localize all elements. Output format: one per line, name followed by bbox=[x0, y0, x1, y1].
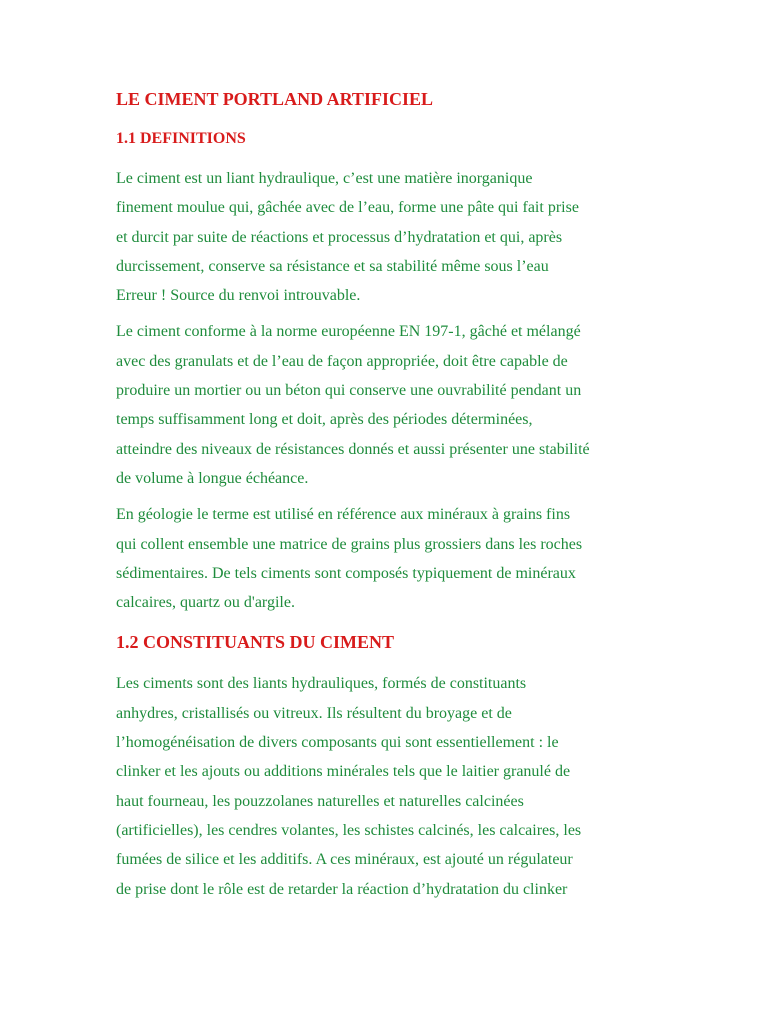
paragraph-constituants: Les ciments sont des liants hydrauliques, formés de constituants anhydres, cristallisés ou vitreux. Ils résultent du broyage et de l’homogénéisation de divers composants qui sont essentiellement : le clinker et les ajouts ou additions minérales tels que le laitier granulé de haut fourneau, les pouzzolanes naturelles et naturelles calcinées (artificielles), les cendres volantes, les schistes calcinés, les calcaires, les fumées de silice et les additifs. A ces minéraux, est ajouté un régulateur de prise dont le rôle est de retarder la réaction d’hydratation du clinker bbox=[116, 675, 582, 898]
section-heading-constituants: 1.2 CONSTITUANTS DU CIMENT bbox=[116, 632, 395, 653]
paragraph-definition-liant: Le ciment est un liant hydraulique, c’est une matière inorganique finement moulue qui, gâchée avec de l’eau, forme une pâte qui fait prise et durcit par suite de réactions et processus d’hydratation et qui, après durcissement, conserve sa résistance et sa stabilité même sous l’eau Erreur ! Source du renvoi introuvable. bbox=[116, 170, 579, 305]
paragraph-definition-geologie: En géologie le terme est utilisé en référence aux minéraux à grains fins qui collent ensemble une matrice de grains plus grossiers dans les roches sédimentaires. De tels ciments sont composés typiquement de minéraux calcaires, quartz ou d'argile. bbox=[116, 506, 583, 612]
section-heading-definitions: 1.1 DEFINITIONS bbox=[116, 130, 246, 147]
document-title: LE CIMENT PORTLAND ARTIFICIEL bbox=[116, 89, 433, 109]
document-page bbox=[116, 86, 656, 911]
paragraph-definition-norme: Le ciment conforme à la norme européenne EN 197-1, gâché et mélangé avec des granulats et de l’eau de façon appropriée, doit être capable de produire un mortier ou un béton qui conserve une ouvrabilité pendant un temps suffisamment long et doit, après des périodes déterminées, atteindre des niveaux de résistances donnés et aussi présenter une stabilité de volume à longue échéance. bbox=[116, 323, 590, 487]
